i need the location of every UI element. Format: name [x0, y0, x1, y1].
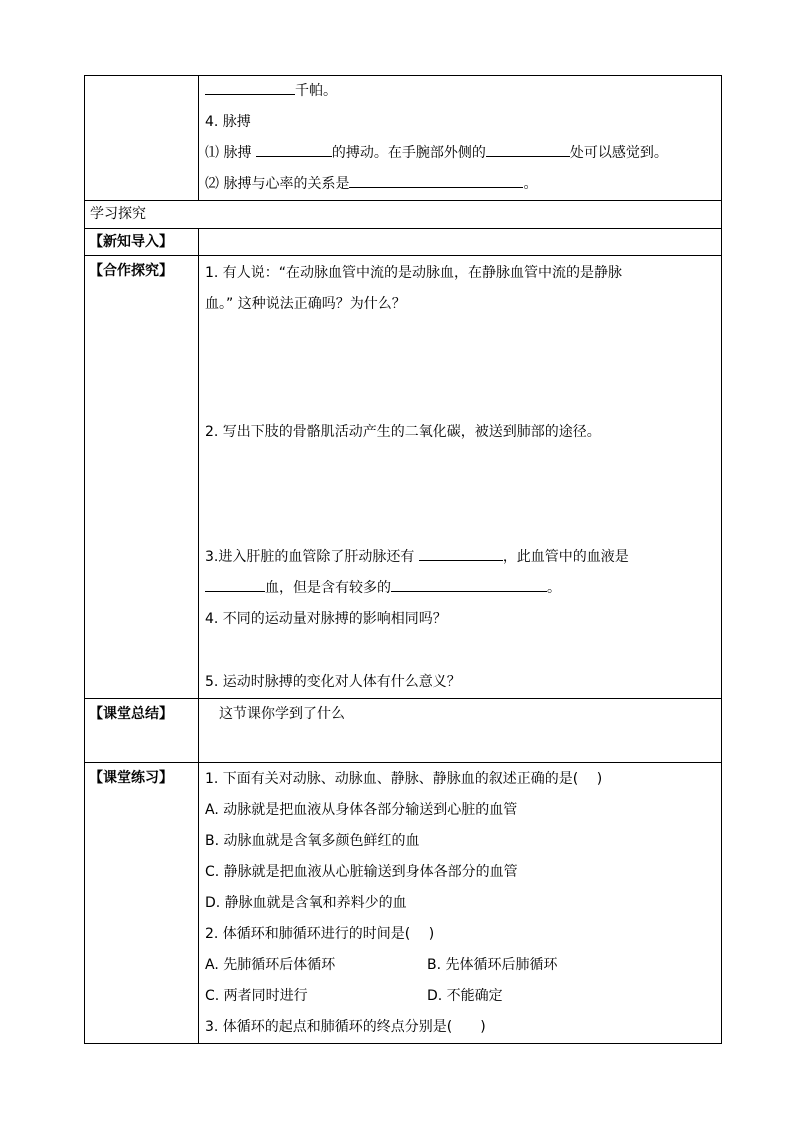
new-knowledge-row — [85, 229, 722, 256]
answer-blank[interactable] — [391, 576, 547, 592]
new-knowledge-label: 【新知导入】 — [89, 234, 173, 250]
answer-space[interactable] — [205, 448, 717, 542]
cooperation-row — [85, 256, 722, 699]
option-b[interactable]: B. 动脉血就是含氧多颜色鲜红的血 — [205, 833, 420, 849]
practice-question-3: 3. 体循环的起点和肺循环的终点分别是( ) — [205, 1019, 486, 1035]
option-a[interactable]: A. 先肺循环后体循环 — [205, 957, 336, 973]
summary-row — [85, 699, 722, 763]
option-d[interactable]: D. 不能确定 — [427, 988, 503, 1004]
answer-blank[interactable] — [349, 172, 523, 188]
practice-label-cell — [85, 763, 199, 1044]
practice-row — [85, 763, 722, 1044]
question-5: 5. 运动时脉搏的变化对人体有什么意义？ — [205, 674, 461, 690]
new-knowledge-content[interactable] — [199, 229, 722, 256]
cooperation-label: 【合作探究】 — [89, 263, 173, 279]
section-title: 学习探究 — [90, 206, 146, 222]
practice-content — [199, 763, 722, 1044]
q2-options-row-2 — [205, 981, 717, 1012]
question-3-line-1: 3.进入肝脏的血管除了肝动脉还有 ，此血管中的血液是 — [205, 542, 717, 573]
question-1-line-1: 1. 有人说：“在动脉血管中流的是动脉血，在静脉血管中流的是静脉 — [205, 265, 623, 281]
answer-blank[interactable] — [486, 141, 570, 157]
cooperation-content — [199, 256, 722, 699]
continuation-content — [199, 76, 722, 201]
practice-label: 【课堂练习】 — [89, 770, 173, 786]
summary-label: 【课堂总结】 — [89, 706, 173, 722]
pulse-item-1: ⑴ 脉搏 的搏动。在手腕部外侧的 处可以感觉到。 — [205, 138, 717, 169]
pulse-item-2: ⑵ 脉搏与心率的关系是 。 — [205, 169, 717, 200]
cooperation-label-cell — [85, 256, 199, 699]
summary-content[interactable] — [199, 699, 722, 763]
empty-label-cell — [85, 76, 199, 201]
answer-blank[interactable] — [419, 545, 503, 561]
option-c[interactable]: C. 静脉就是把血液从心脏输送到身体各部分的血管 — [205, 864, 518, 880]
answer-space[interactable] — [205, 635, 717, 667]
new-knowledge-label-cell — [85, 229, 199, 256]
pulse-title: 4. 脉搏 — [205, 114, 251, 130]
answer-blank[interactable] — [205, 576, 265, 592]
section-title-cell — [85, 201, 722, 229]
option-c[interactable]: C. 两者同时进行 — [205, 988, 308, 1004]
continuation-row — [85, 76, 722, 201]
option-d[interactable]: D. 静脉血就是含氧和养料少的血 — [205, 895, 407, 911]
answer-blank[interactable] — [256, 141, 332, 157]
q2-options-row-1 — [205, 950, 717, 981]
question-2: 2. 写出下肢的骨骼肌活动产生的二氧化碳，被送到肺部的途径。 — [205, 424, 601, 440]
practice-question-2: 2. 体循环和肺循环进行的时间是( ) — [205, 926, 435, 942]
answer-space[interactable] — [205, 320, 717, 417]
summary-label-cell — [85, 699, 199, 763]
option-a[interactable]: A. 动脉就是把血液从身体各部分输送到心脏的血管 — [205, 802, 518, 818]
study-table — [84, 75, 722, 1044]
question-3-line-2: 血，但是含有较多的 。 — [205, 573, 717, 604]
option-b[interactable]: B. 先体循环后肺循环 — [427, 957, 558, 973]
question-1-line-2: 血。” 这种说法正确吗？为什么？ — [205, 296, 406, 312]
practice-question-1: 1. 下面有关对动脉、动脉血、静脉、静脉血的叙述正确的是( ) — [205, 771, 603, 787]
question-4: 4. 不同的运动量对脉搏的影响相同吗？ — [205, 611, 447, 627]
summary-prompt: 这节课你学到了什么 — [219, 706, 345, 722]
answer-blank[interactable] — [205, 79, 295, 95]
pressure-line: 千帕。 — [205, 76, 717, 107]
section-title-row — [85, 201, 722, 229]
